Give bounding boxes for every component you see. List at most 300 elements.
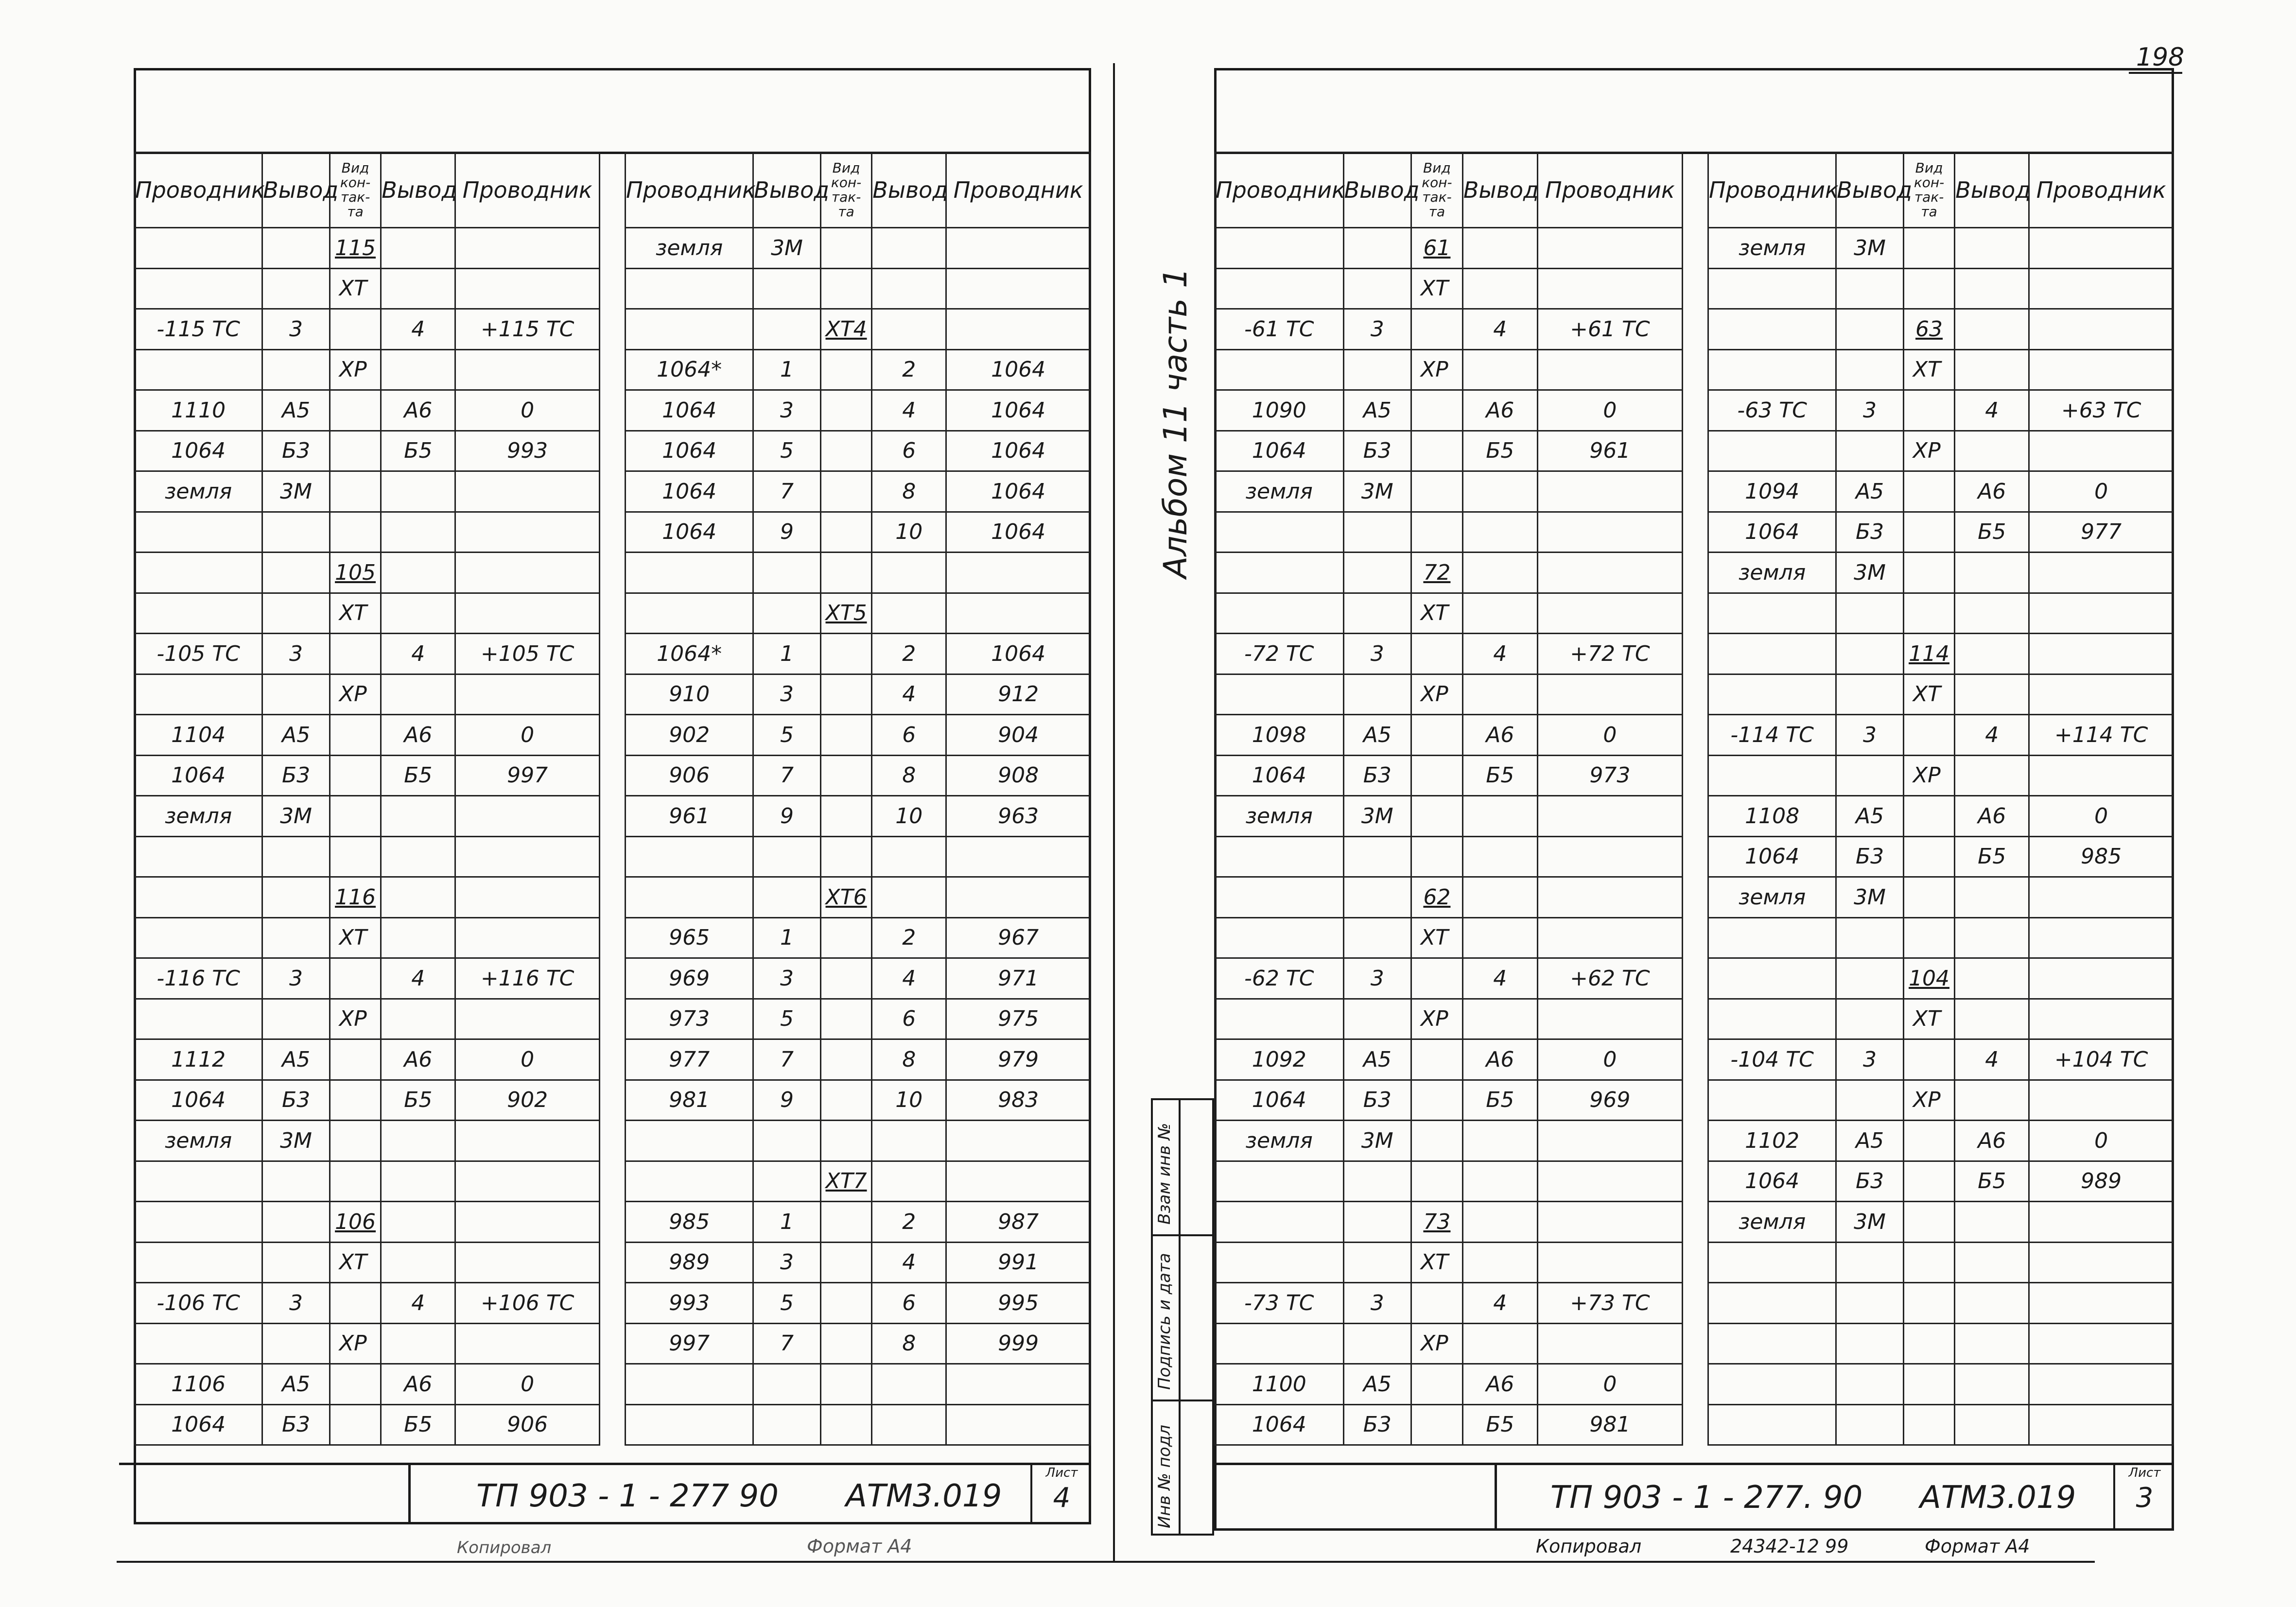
cell-text: 906	[669, 763, 710, 788]
table-row	[1708, 1283, 2174, 1324]
table-cell	[946, 228, 1091, 269]
table-row	[626, 228, 1091, 269]
cell-text: 902	[507, 1088, 548, 1113]
table-cell	[1537, 999, 1682, 1039]
table-cell	[1537, 593, 1682, 634]
table-cell	[1411, 1404, 1463, 1445]
cell-text: 1064	[171, 763, 226, 788]
table-cell	[753, 1364, 821, 1405]
cell-text: 967	[998, 925, 1039, 950]
table-cell	[1955, 1364, 2029, 1405]
table-cell	[135, 674, 262, 715]
table-cell	[455, 877, 600, 918]
table-cell	[1537, 917, 1682, 958]
cell-text: 1102	[1745, 1128, 1800, 1153]
cell-text: XT	[339, 1250, 367, 1275]
cell-text: 10	[895, 803, 923, 829]
side-stamp-divider	[1179, 1098, 1181, 1536]
table-cell	[820, 268, 871, 309]
table-cell	[381, 1080, 455, 1121]
table-cell	[455, 512, 600, 553]
table-cell	[455, 593, 600, 634]
table-row	[1215, 1039, 1683, 1080]
table-cell	[753, 674, 821, 715]
table-cell	[1411, 796, 1463, 837]
cell-text: 73	[1423, 1209, 1451, 1234]
table-cell	[262, 999, 330, 1039]
table-cell	[330, 755, 381, 796]
cell-text: XP	[1913, 763, 1941, 788]
table-cell	[2029, 1242, 2174, 1283]
cell-text: А5	[282, 1371, 311, 1397]
table-row	[1215, 390, 1683, 431]
cell-text: 3М	[1854, 884, 1886, 910]
table-cell	[872, 512, 946, 553]
table-row	[626, 1323, 1091, 1364]
table-cell	[1462, 390, 1537, 431]
table-cell	[1343, 268, 1411, 309]
table-cell	[1462, 471, 1537, 512]
table-cell	[2029, 349, 2174, 390]
table-cell	[1903, 309, 1954, 350]
table-cell	[330, 431, 381, 471]
table-cell	[455, 796, 600, 837]
cell-text: 1064	[662, 519, 717, 545]
table-cell	[1343, 796, 1411, 837]
table-cell	[1215, 877, 1344, 918]
cell-text: 4	[1985, 1047, 1999, 1072]
table-row	[626, 755, 1091, 796]
table-cell	[1708, 796, 1836, 837]
table-cell	[753, 796, 821, 837]
cell-text: +104 TC	[2054, 1047, 2148, 1072]
table-cell	[820, 917, 871, 958]
table-cell	[753, 1121, 821, 1161]
table-cell	[1955, 349, 2029, 390]
table-cell	[1343, 512, 1411, 553]
table-cell	[1462, 715, 1537, 756]
table-cell	[1411, 471, 1463, 512]
table-cell	[330, 512, 381, 553]
table-cell	[381, 309, 455, 350]
cell-text: 973	[669, 1006, 710, 1032]
table-row	[626, 1121, 1091, 1161]
table-cell	[1462, 431, 1537, 471]
table-cell	[135, 634, 262, 674]
table-row	[626, 634, 1091, 674]
left-wiring-table-a	[134, 152, 600, 1446]
cell-text: 993	[669, 1290, 710, 1315]
table-cell	[753, 999, 821, 1039]
table-cell	[753, 755, 821, 796]
cell-text: XT	[1421, 276, 1449, 301]
cell-text: 985	[669, 1209, 710, 1234]
table-cell	[626, 1404, 753, 1445]
table-cell	[455, 755, 600, 796]
table-cell	[872, 877, 946, 918]
cell-text: 4	[411, 966, 425, 991]
cell-text: А5	[282, 397, 311, 423]
table-row	[626, 390, 1091, 431]
table-cell	[1537, 958, 1682, 999]
cell-text: Б3	[1363, 1412, 1392, 1437]
cell-text: 115	[335, 235, 376, 260]
table-cell	[262, 715, 330, 756]
table-cell	[330, 917, 381, 958]
header-contact-type: Вид кон- так- та	[1903, 153, 1954, 228]
cell-text: 0	[1603, 722, 1617, 747]
table-cell	[1903, 228, 1954, 269]
cell-text: 1064	[171, 1412, 226, 1437]
cell-text: Б5	[1978, 1169, 2006, 1194]
table-cell	[1537, 715, 1682, 756]
table-cell	[872, 390, 946, 431]
table-cell	[1343, 755, 1411, 796]
table-row	[1215, 228, 1683, 269]
table-cell	[946, 1080, 1091, 1121]
cell-text: 1064*	[657, 641, 722, 666]
table-cell	[1411, 349, 1463, 390]
table-cell	[753, 1242, 821, 1283]
table-cell	[946, 836, 1091, 877]
table-cell	[262, 431, 330, 471]
cell-text: Б3	[281, 1088, 311, 1113]
table-cell	[753, 593, 821, 634]
cell-text: XP	[1421, 1006, 1448, 1032]
cell-text: 3	[1863, 1047, 1877, 1072]
cell-text: -61 TC	[1244, 316, 1314, 342]
table-row	[135, 309, 600, 350]
table-cell	[2029, 431, 2174, 471]
table-cell	[455, 309, 600, 350]
table-cell	[1462, 349, 1537, 390]
table-cell	[1708, 958, 1836, 999]
cell-text: 0	[521, 1047, 535, 1072]
table-cell	[1215, 755, 1344, 796]
table-cell	[1411, 1323, 1463, 1364]
right-wiring-table-a	[1214, 152, 1683, 1446]
cell-text: 1	[780, 357, 794, 382]
table-cell	[626, 553, 753, 593]
cell-text: Б5	[404, 763, 433, 788]
table-cell	[1836, 1323, 1904, 1364]
table-cell	[753, 471, 821, 512]
cell-text: XT7	[825, 1169, 867, 1194]
cell-text: 63	[1915, 316, 1943, 342]
table-cell	[820, 471, 871, 512]
cell-text: 3	[289, 1290, 303, 1315]
cell-text: 7	[780, 1047, 794, 1072]
table-cell	[626, 836, 753, 877]
table-cell	[455, 715, 600, 756]
table-cell	[1955, 958, 2029, 999]
table-cell	[1955, 1121, 2029, 1161]
table-cell	[262, 836, 330, 877]
table-cell	[1215, 715, 1344, 756]
table-cell	[872, 1404, 946, 1445]
table-cell	[1462, 674, 1537, 715]
table-cell	[330, 796, 381, 837]
table-cell	[753, 917, 821, 958]
table-cell	[330, 1121, 381, 1161]
cell-text: 902	[669, 722, 710, 747]
cell-text: 963	[998, 803, 1039, 829]
cell-text: 1112	[171, 1047, 226, 1072]
table-cell	[1903, 917, 1954, 958]
table-row	[1215, 309, 1683, 350]
table-cell	[381, 674, 455, 715]
table-cell	[1537, 1161, 1682, 1202]
cell-text: 7	[780, 1331, 794, 1356]
table-row	[1708, 1080, 2174, 1121]
table-cell	[135, 553, 262, 593]
cell-text: 1064	[1252, 1088, 1306, 1113]
table-cell	[2029, 593, 2174, 634]
table-cell	[262, 228, 330, 269]
table-cell	[455, 1161, 600, 1202]
table-row	[1215, 512, 1683, 553]
table-cell	[626, 755, 753, 796]
table-cell	[330, 1039, 381, 1080]
cell-text: 0	[2094, 803, 2108, 829]
cell-text: 969	[669, 966, 710, 991]
table-row	[135, 1323, 600, 1364]
table-cell	[262, 512, 330, 553]
cell-text: 4	[902, 1250, 916, 1275]
table-cell	[1343, 1404, 1411, 1445]
table-row	[1215, 674, 1683, 715]
cell-text: 989	[2081, 1169, 2122, 1194]
table-cell	[330, 634, 381, 674]
table-cell	[135, 1404, 262, 1445]
table-cell	[1215, 1202, 1344, 1243]
table-row	[1215, 1364, 1683, 1405]
table-cell	[381, 796, 455, 837]
table-row	[135, 471, 600, 512]
table-cell	[872, 1364, 946, 1405]
cell-text: Б3	[1363, 763, 1392, 788]
cell-text: 1064	[991, 438, 1046, 464]
table-cell	[1836, 1283, 1904, 1324]
table-cell	[381, 228, 455, 269]
table-cell	[1462, 755, 1537, 796]
table-cell	[1411, 1161, 1463, 1202]
table-cell	[872, 228, 946, 269]
table-row	[135, 553, 600, 593]
table-cell	[2029, 1364, 2174, 1405]
table-cell	[1836, 1121, 1904, 1161]
cell-text: земля	[1245, 479, 1313, 504]
header-output: Вывод	[381, 153, 455, 228]
table-row	[1708, 917, 2174, 958]
table-cell	[1462, 1242, 1537, 1283]
table-cell	[2029, 309, 2174, 350]
cell-text: 4	[411, 1290, 425, 1315]
table-cell	[1537, 553, 1682, 593]
cell-text: +106 TC	[480, 1290, 574, 1315]
table-cell	[381, 1404, 455, 1445]
table-cell	[262, 593, 330, 634]
cell-text: земля	[1738, 1209, 1806, 1234]
table-cell	[1903, 1080, 1954, 1121]
right-sheet-number-box	[2113, 1463, 2174, 1531]
table-cell	[330, 309, 381, 350]
table-cell	[626, 958, 753, 999]
table-cell	[1343, 634, 1411, 674]
table-cell	[1708, 471, 1836, 512]
table-cell	[2029, 471, 2174, 512]
table-cell	[1462, 1404, 1537, 1445]
bottom-edge-line	[117, 1561, 2095, 1563]
cell-text: 1106	[171, 1371, 226, 1397]
cell-text: Б3	[281, 763, 311, 788]
table-cell	[1537, 431, 1682, 471]
table-cell	[381, 390, 455, 431]
table-cell	[262, 634, 330, 674]
table-cell	[1537, 755, 1682, 796]
table-row	[135, 390, 600, 431]
table-cell	[1343, 553, 1411, 593]
cell-text: 0	[521, 722, 535, 747]
table-cell	[946, 674, 1091, 715]
cell-text: XT	[1913, 357, 1941, 382]
table-row	[626, 1404, 1091, 1445]
table-cell	[1462, 999, 1537, 1039]
table-cell	[1903, 593, 1954, 634]
table-cell	[1836, 553, 1904, 593]
table-cell	[262, 1161, 330, 1202]
left-title-block-top	[119, 1463, 1091, 1465]
cell-text: 1108	[1745, 803, 1800, 829]
cell-text: -73 TC	[1244, 1290, 1314, 1315]
table-cell	[1836, 309, 1904, 350]
table-row	[1708, 715, 2174, 756]
table-cell	[1462, 958, 1537, 999]
table-row	[626, 674, 1091, 715]
table-cell	[1411, 1202, 1463, 1243]
table-row	[626, 999, 1091, 1039]
table-cell	[1537, 349, 1682, 390]
table-row	[1708, 1121, 2174, 1161]
table-cell	[1955, 877, 2029, 918]
table-cell	[455, 1039, 600, 1080]
table-row	[1215, 1202, 1683, 1243]
cell-text: XT6	[825, 884, 867, 910]
table-cell	[1836, 674, 1904, 715]
table-cell	[455, 268, 600, 309]
table-cell	[381, 755, 455, 796]
cell-text: 2	[902, 925, 916, 950]
table-cell	[872, 917, 946, 958]
table-cell	[1537, 1039, 1682, 1080]
table-row	[626, 796, 1091, 837]
table-cell	[455, 431, 600, 471]
table-cell	[262, 958, 330, 999]
table-row	[626, 553, 1091, 593]
table-cell	[626, 593, 753, 634]
table-row	[1215, 755, 1683, 796]
cell-text: 0	[1603, 397, 1617, 423]
table-cell	[381, 268, 455, 309]
table-cell	[1708, 268, 1836, 309]
table-cell	[330, 390, 381, 431]
table-cell	[135, 1364, 262, 1405]
table-row	[135, 755, 600, 796]
cell-text: 985	[2081, 844, 2122, 869]
cell-text: 1064	[1745, 1169, 1800, 1194]
cell-text: 999	[998, 1331, 1039, 1356]
table-cell	[330, 349, 381, 390]
cell-text: XT	[339, 601, 367, 626]
table-cell	[330, 1323, 381, 1364]
cell-text: Б3	[281, 1412, 311, 1437]
cell-text: А5	[1856, 479, 1884, 504]
table-cell	[626, 1121, 753, 1161]
table-cell	[1343, 349, 1411, 390]
table-cell	[872, 349, 946, 390]
cell-text: 4	[902, 966, 916, 991]
header-conductor: Проводник	[626, 153, 753, 228]
table-cell	[1215, 1283, 1344, 1324]
table-row	[1215, 553, 1683, 593]
table-cell	[820, 1121, 871, 1161]
table-row	[1215, 1283, 1683, 1324]
table-cell	[1343, 1080, 1411, 1121]
table-cell	[1215, 431, 1344, 471]
table-cell	[2029, 877, 2174, 918]
table-row	[135, 1242, 600, 1283]
table-cell	[1955, 1283, 2029, 1324]
table-cell	[455, 1323, 600, 1364]
table-row	[1708, 1242, 2174, 1283]
table-cell	[381, 1039, 455, 1080]
cell-text: 8	[902, 479, 916, 504]
cell-text: 3	[780, 682, 794, 707]
left-sheet-label: Лист	[1045, 1466, 1078, 1480]
cell-text: 1064	[662, 397, 717, 423]
cell-text: XP	[1421, 682, 1448, 707]
cell-text: 3М	[280, 803, 313, 829]
table-cell	[820, 958, 871, 999]
table-cell	[135, 1039, 262, 1080]
table-cell	[2029, 1202, 2174, 1243]
table-cell	[1708, 674, 1836, 715]
cell-text: 3М	[1361, 803, 1393, 829]
cell-text: XT4	[825, 316, 867, 342]
table-cell	[1955, 593, 2029, 634]
cell-text: XP	[339, 357, 367, 382]
header-contact-type: Вид кон- так- та	[330, 153, 381, 228]
table-row	[626, 1161, 1091, 1202]
table-row	[1708, 228, 2174, 269]
cell-text: А6	[1978, 479, 2006, 504]
table-cell	[1903, 715, 1954, 756]
table-cell	[1215, 349, 1344, 390]
table-row	[135, 1404, 600, 1445]
cell-text: XP	[1421, 357, 1448, 382]
cell-text: 6	[902, 1290, 916, 1315]
cell-text: 1064	[662, 479, 717, 504]
table-cell	[820, 1283, 871, 1324]
table-cell	[946, 1283, 1091, 1324]
table-cell	[2029, 755, 2174, 796]
cell-text: 104	[1909, 966, 1950, 991]
table-cell	[753, 1404, 821, 1445]
table-cell	[1215, 1404, 1344, 1445]
table-row	[1215, 836, 1683, 877]
cell-text: 10	[895, 1088, 923, 1113]
table-cell	[1462, 228, 1537, 269]
